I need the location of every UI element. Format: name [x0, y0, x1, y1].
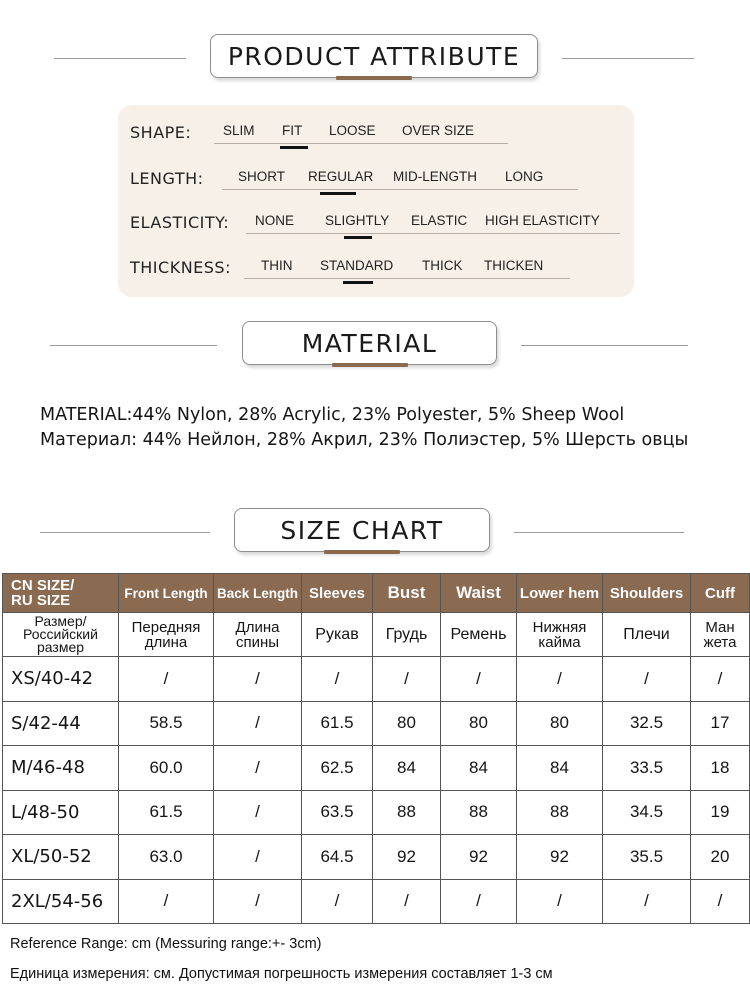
table-cell: /: [119, 657, 214, 702]
attribute-label: SHAPE:: [130, 123, 192, 142]
table-cell: 84: [517, 746, 603, 791]
selected-indicator: [320, 192, 356, 195]
table-cell: /: [214, 835, 302, 880]
attribute-track: [246, 233, 620, 234]
reference-range-note: Reference Range: cm (Messuring range:+- 3cm): [10, 936, 322, 952]
divider: [562, 58, 694, 59]
size-label-cell: L/48-50: [3, 790, 119, 835]
table-cell: /: [119, 879, 214, 924]
table-cell: /: [517, 879, 603, 924]
material-text-ru: Материал: 44% Нейлон, 28% Акрил, 23% Полиэстер, 5% Шерсть овцы: [40, 430, 689, 450]
divider: [521, 345, 688, 346]
header-cell: Bust: [373, 574, 441, 613]
accent-bar: [332, 363, 408, 367]
attribute-option-selected: STANDARD: [320, 258, 394, 273]
table-cell: 32.5: [603, 701, 691, 746]
table-cell: 80: [373, 701, 441, 746]
accent-bar: [324, 550, 400, 554]
divider: [50, 345, 217, 346]
header-cell: Shoulders: [603, 574, 691, 613]
attribute-option: THIN: [261, 258, 293, 273]
size-label-cell: S/42-44: [3, 701, 119, 746]
divider: [514, 532, 684, 533]
table-cell: 58.5: [119, 701, 214, 746]
table-cell: /: [302, 879, 373, 924]
size-label-cell: XL/50-52: [3, 835, 119, 880]
table-cell: /: [214, 790, 302, 835]
table-cell: 92: [517, 835, 603, 880]
attribute-row-length: [130, 165, 620, 195]
attribute-option-selected: FIT: [282, 123, 303, 138]
material-title: [242, 321, 497, 365]
table-cell: 60.0: [119, 746, 214, 791]
attribute-track: [222, 189, 578, 190]
attribute-panel: [118, 105, 634, 297]
attribute-row-thickness: [130, 254, 620, 284]
table-cell: /: [373, 657, 441, 702]
table-cell: 88: [441, 790, 517, 835]
product-attribute-header: [0, 34, 750, 84]
size-label-cell: 2XL/54-56: [3, 879, 119, 924]
header-cell: Cuff: [691, 574, 750, 613]
table-cell: 19: [691, 790, 750, 835]
table-cell: 92: [373, 835, 441, 880]
product-attribute-title-text: PRODUCT ATTRIBUTE: [227, 41, 521, 71]
attribute-option: LOOSE: [329, 123, 376, 138]
header-cell: Sleeves: [302, 574, 373, 613]
table-row: [3, 835, 750, 880]
attribute-row-shape: [130, 119, 620, 149]
header-cell: Передняя длина: [119, 613, 214, 657]
table-cell: 88: [517, 790, 603, 835]
header-cell: Back Length: [214, 574, 302, 613]
table-cell: /: [691, 657, 750, 702]
table-cell: /: [603, 879, 691, 924]
table-cell: /: [441, 879, 517, 924]
size-label-cell: XS/40-42: [3, 657, 119, 702]
table-cell: 63.5: [302, 790, 373, 835]
table-cell: 61.5: [119, 790, 214, 835]
table-cell: 88: [373, 790, 441, 835]
attribute-option: MID-LENGTH: [393, 169, 477, 184]
table-row: [3, 746, 750, 791]
size-chart-title-text: SIZE CHART: [280, 515, 444, 545]
size-table: [2, 573, 750, 924]
table-row: [3, 701, 750, 746]
table-cell: 80: [441, 701, 517, 746]
header-cell: Ремень: [441, 613, 517, 657]
size-chart-title: [234, 508, 490, 552]
table-header-ru: [3, 613, 750, 657]
selected-indicator: [344, 236, 372, 239]
attribute-label: THICKNESS:: [130, 258, 231, 277]
table-cell: /: [302, 657, 373, 702]
size-chart-header: [0, 508, 750, 558]
header-cell: Waist: [441, 574, 517, 613]
table-cell: 35.5: [603, 835, 691, 880]
table-cell: /: [214, 657, 302, 702]
table-cell: 84: [373, 746, 441, 791]
attribute-option-selected: REGULAR: [308, 169, 374, 184]
accent-bar: [336, 76, 412, 80]
measurement-note-ru: Единица измерения: см. Допустимая погрешность измерения составляет 1-3 см: [10, 966, 553, 982]
attribute-option: THICK: [422, 258, 463, 273]
attribute-track: [244, 278, 570, 279]
divider: [40, 532, 210, 533]
table-cell: 61.5: [302, 701, 373, 746]
table-cell: /: [441, 657, 517, 702]
size-label-cell: M/46-48: [3, 746, 119, 791]
header-cell: Lower hem: [517, 574, 603, 613]
header-cell: Нижняя кайма: [517, 613, 603, 657]
table-cell: 34.5: [603, 790, 691, 835]
table-cell: 84: [441, 746, 517, 791]
material-title-text: MATERIAL: [301, 328, 438, 358]
table-row: [3, 790, 750, 835]
header-cell: Ман жета: [691, 613, 750, 657]
header-cell: CN SIZE/ RU SIZE: [3, 574, 119, 613]
attribute-option-selected: SLIGHTLY: [325, 213, 390, 228]
divider: [54, 58, 186, 59]
attribute-label: LENGTH:: [130, 169, 204, 188]
table-cell: /: [517, 657, 603, 702]
table-body: [3, 657, 750, 924]
attribute-row-elasticity: [130, 209, 630, 239]
selected-indicator: [280, 146, 308, 149]
table-cell: /: [214, 746, 302, 791]
material-header: [0, 321, 750, 371]
table-cell: 80: [517, 701, 603, 746]
product-attribute-title: [210, 34, 538, 78]
attribute-option: SLIM: [223, 123, 255, 138]
table-cell: /: [214, 701, 302, 746]
attribute-option: OVER SIZE: [402, 123, 475, 138]
table-cell: 92: [441, 835, 517, 880]
attribute-option: LONG: [505, 169, 544, 184]
table-cell: 62.5: [302, 746, 373, 791]
table-cell: /: [214, 879, 302, 924]
table-cell: 20: [691, 835, 750, 880]
table-cell: 33.5: [603, 746, 691, 791]
selected-indicator: [343, 281, 373, 284]
table-cell: 17: [691, 701, 750, 746]
attribute-option: HIGH ELASTICITY: [485, 213, 600, 228]
header-cell: Плечи: [603, 613, 691, 657]
material-text-en: MATERIAL:44% Nylon, 28% Acrylic, 23% Polyester, 5% Sheep Wool: [40, 405, 625, 425]
table-header-en: [3, 574, 750, 613]
header-cell: Размер/ Российский размер: [3, 613, 119, 657]
attribute-option: NONE: [255, 213, 295, 228]
header-cell: Front Length: [119, 574, 214, 613]
table-cell: /: [603, 657, 691, 702]
attribute-option: SHORT: [238, 169, 286, 184]
table-row: [3, 879, 750, 924]
table-cell: 64.5: [302, 835, 373, 880]
attribute-option: ELASTIC: [411, 213, 468, 228]
attribute-track: [214, 143, 508, 144]
table-cell: 63.0: [119, 835, 214, 880]
table-row: [3, 657, 750, 702]
attribute-label: ELASTICITY:: [130, 213, 230, 232]
header-cell: Длина спины: [214, 613, 302, 657]
table-cell: 18: [691, 746, 750, 791]
table-cell: /: [373, 879, 441, 924]
table-cell: /: [691, 879, 750, 924]
attribute-option: THICKEN: [484, 258, 544, 273]
header-cell: Рукав: [302, 613, 373, 657]
header-cell: Грудь: [373, 613, 441, 657]
